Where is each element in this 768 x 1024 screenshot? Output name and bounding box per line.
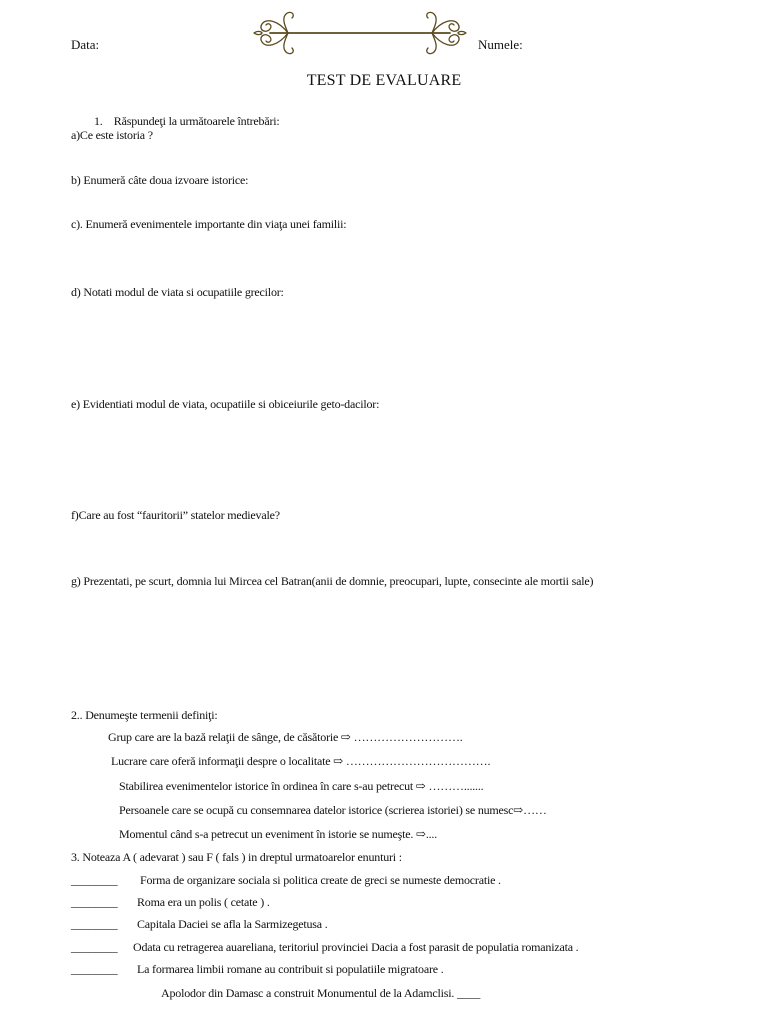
statement-text: Apolodor din Damasc a construit Monumentul de la Adamclisi.	[161, 986, 455, 1000]
question-g: g) Prezentati, pe scurt, domnia lui Mircea cel Batran(anii de domnie, preocupari, lupte, consecinte ale mortii sale)	[71, 574, 594, 588]
question-f: f)Care au fost “fauritorii” statelor medievale?	[71, 508, 280, 522]
true-false-blank: ________	[71, 873, 118, 887]
true-false-blank: ____	[456, 986, 481, 1000]
ornament-divider-icon	[248, 10, 472, 56]
definition-item: Grup care are la bază relaţii de sânge, de căsătorie ⇨ ……………………….	[108, 730, 463, 744]
section1-heading: 1. Răspundeţi la următoarele întrebări:	[94, 114, 280, 128]
page-title: TEST DE EVALUARE	[306, 72, 462, 89]
date-label: Data:	[71, 37, 100, 52]
section3-heading: 3. Noteaza A ( adevarat ) sau F ( fals ) in dreptul urmatoarelor enunturi :	[71, 850, 402, 864]
true-false-blank: ________	[71, 895, 118, 909]
statement-text: Roma era un polis ( cetate ) .	[137, 895, 270, 909]
true-false-blank: ________	[71, 940, 118, 954]
question-a: a)Ce este istoria ?	[71, 128, 153, 142]
true-false-blank: ________	[71, 917, 118, 931]
definition-item: Persoanele care se ocupă cu consemnarea datelor istorice (scrierea istoriei) se numesc⇨……	[119, 803, 547, 817]
statement-text: Odata cu retragerea auareliana, teritoriul provinciei Dacia a fost parasit de populatia romanizata .	[133, 940, 579, 954]
definition-item: Lucrare care oferă informaţii despre o localitate ⇨ ……………………………….	[111, 754, 491, 768]
definition-item: Stabilirea evenimentelor istorice în ordinea în care s-au petrecut ⇨ ……….......	[119, 779, 484, 793]
statement-text: La formarea limbii romane au contribuit si populatiile migratoare .	[137, 962, 444, 976]
question-d: d) Notati modul de viata si ocupatiile grecilor:	[71, 285, 284, 299]
statement-text: Capitala Daciei se afla la Sarmizegetusa .	[137, 917, 328, 931]
statement-text: Forma de organizare sociala si politica create de greci se numeste democratie .	[140, 873, 501, 887]
question-b: b) Enumeră câte doua izvoare istorice:	[71, 173, 249, 187]
definition-item: Momentul când s-a petrecut un eveniment în istorie se numeşte. ⇨....	[119, 827, 438, 841]
name-label: Numele:	[478, 37, 523, 52]
section2-heading: 2.. Denumeşte termenii definiţi:	[71, 708, 218, 722]
question-e: e) Evidentiati modul de viata, ocupatiile si obiceiurile geto-dacilor:	[71, 397, 380, 411]
question-c: c). Enumeră evenimentele importante din viaţa unei familii:	[71, 217, 347, 231]
true-false-blank: ________	[71, 962, 118, 976]
statement-last	[161, 986, 480, 1001]
